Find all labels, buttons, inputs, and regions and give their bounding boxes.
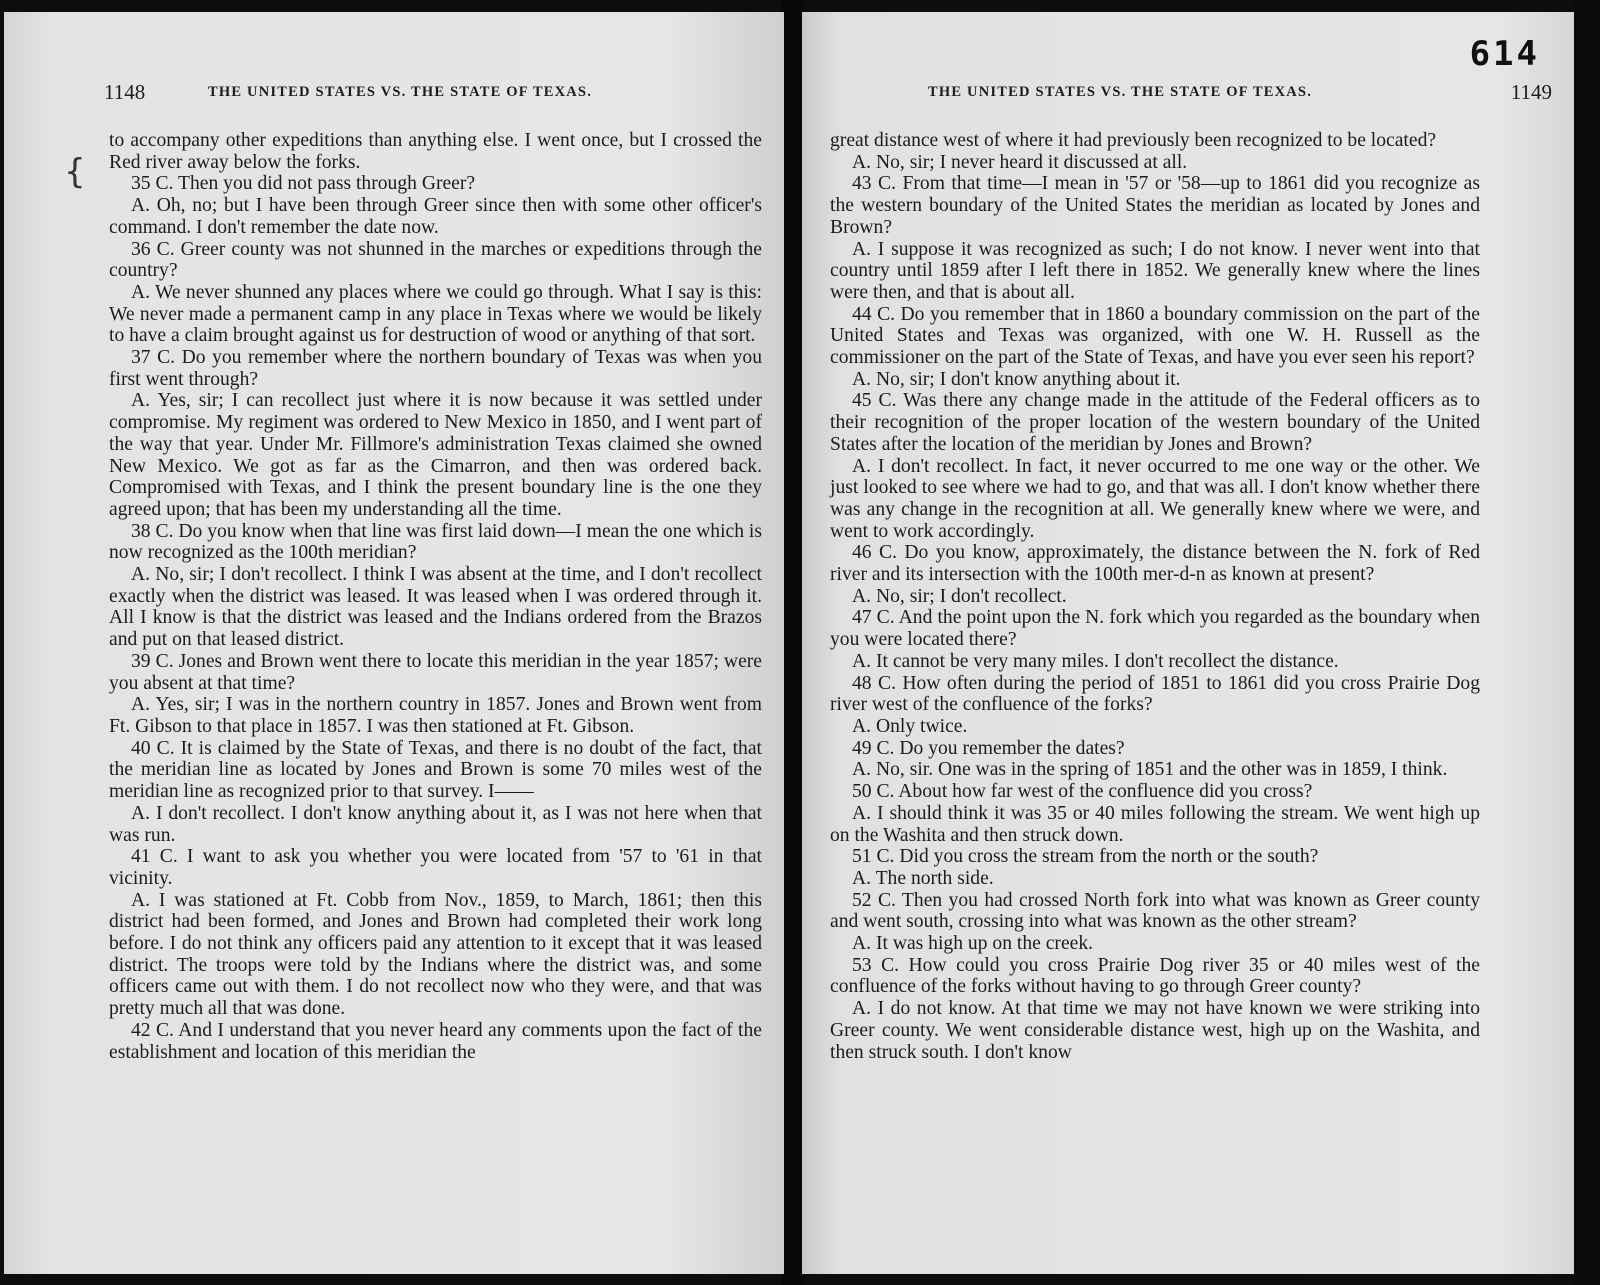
right-page	[802, 12, 1574, 1274]
paragraph: 44 C. Do you remember that in 1860 a boundary commission on the part of the United States and Texas was organized, with one W. H. Russell as the commissioner on the part of the State of Texas, and have you ever seen his report?	[830, 303, 1480, 369]
left-page-header	[104, 78, 764, 108]
paragraph: 39 C. Jones and Brown went there to locate this meridian in the year 1857; were you absent at that time?	[109, 650, 762, 694]
paragraph: A. It was high up on the creek.	[852, 933, 1094, 955]
paragraph: 49 C. Do you remember the dates?	[852, 737, 1125, 759]
paragraph: A. We never shunned any places where we could go through. What I say is this: We never made a permanent camp in any place in Texas where we would be likely to have a claim brought against us for destruction of wood or anything of that sort.	[109, 281, 762, 347]
page-stamp-number: 614	[1469, 34, 1540, 74]
paragraph: 46 C. Do you know, approximately, the distance between the N. fork of Red river and its intersection with the 100th mer-d-n as known at present?	[830, 542, 1480, 586]
left-page	[4, 12, 784, 1274]
left-page-body	[109, 130, 762, 1063]
paragraph: 48 C. How often during the period of 1851 to 1861 did you cross Prairie Dog river west of the confluence of the forks?	[830, 672, 1480, 716]
right-page-body	[830, 130, 1480, 1063]
paragraph: 35 C. Then you did not pass through Greer?	[131, 173, 476, 195]
right-page-header	[902, 78, 1552, 108]
paragraph: to accompany other expeditions than anything else. I went once, but I crossed the Red river away below the forks.	[109, 130, 762, 173]
paragraph: A. No, sir; I don't recollect.	[852, 585, 1067, 607]
scan-border	[1574, 0, 1600, 1285]
paragraph: A. I should think it was 35 or 40 miles following the stream. We went high up on the Washita and then struck down.	[830, 802, 1480, 846]
margin-bracket-mark: {	[64, 152, 86, 192]
paragraph: 51 C. Did you cross the stream from the north or the south?	[852, 846, 1319, 868]
paragraph: 36 C. Greer county was not shunned in the marches or expeditions through the country?	[109, 238, 762, 282]
paragraph: 40 C. It is claimed by the State of Texas, and there is no doubt of the fact, that the meridian line as located by Jones and Brown is some 70 miles west of the meridian line as recognized prior to that survey. I——	[109, 737, 762, 803]
paragraph: A. I do not know. At that time we may not have known we were striking into Greer county. We went considerable distance west, high up on the Washita, and then struck south. I don't know	[830, 998, 1480, 1063]
paragraph: 37 C. Do you remember where the northern boundary of Texas was when you first went through?	[109, 347, 762, 390]
paragraph: A. Yes, sir; I can recollect just where it is now because it was settled under compromise. My regiment was ordered to New Mexico in 1850, and I went part of the way that year. Under Mr. Fillmore's administration Texas claimed she owned New Mexico. We got as far as the Cimarron, and then was ordered back. Compromised with Texas, and I think the present boundary line is the one they agreed upon; that has been my understanding all the time.	[109, 390, 762, 520]
paragraph: A. Yes, sir; I was in the northern country in 1857. Jones and Brown went from Ft. Gibson to that place in 1857. I was then stationed at Ft. Gibson.	[109, 694, 762, 737]
paragraph: A. The north side.	[852, 867, 994, 889]
paragraph: 50 C. About how far west of the confluence did you cross?	[852, 781, 1313, 803]
paragraph: A. Oh, no; but I have been through Greer since then with some other officer's command. I don't remember the date now.	[109, 195, 762, 238]
paragraph: A. No, sir; I never heard it discussed at all.	[852, 151, 1188, 173]
book-gutter	[782, 0, 804, 1285]
paragraph: 45 C. Was there any change made in the attitude of the Federal officers as to their recognition of the proper location of the western boundary of the United States after the location of the meridian by Jones and Brown?	[830, 390, 1480, 455]
paragraph: 52 C. Then you had crossed North fork into what was known as Greer county and went south, crossing into what was known as the other stream?	[830, 889, 1480, 933]
right-page-number: 1149	[1510, 80, 1552, 104]
paragraph: 43 C. From that time—I mean in '57 or '58—up to 1861 did you recognize as the western boundary of the United States the meridian as located by Jones and Brown?	[830, 173, 1480, 238]
paragraph: 42 C. And I understand that you never heard any comments upon the fact of the establishment and location of this meridian the	[109, 1019, 762, 1063]
paragraph: A. Only twice.	[852, 715, 968, 737]
paragraph: A. No, sir. One was in the spring of 1851 and the other was in 1859, I think.	[852, 759, 1448, 781]
paragraph: A. It cannot be very many miles. I don't recollect the distance.	[852, 650, 1339, 672]
left-page-number: 1148	[104, 80, 146, 104]
paragraph: A. No, sir; I don't recollect. I think I was absent at the time, and I don't recollect exactly when the district was leased. It was leased when I was ordered through it. All I know is that the district was leased and the Indians ordered from the Brazos and put on that leased district.	[109, 564, 762, 651]
paragraph: great distance west of where it had previously been recognized to be located?	[830, 130, 1437, 151]
paragraph: A. I don't recollect. In fact, it never occurred to me one way or the other. We just looked to see where we had to go, and that was all. I don't know whether there was any change in the recognition at all. We generally knew where we were, and went to work accordingly.	[830, 455, 1480, 542]
paragraph: 53 C. How could you cross Prairie Dog river 35 or 40 miles west of the confluence of the forks without having to go through Greer county?	[830, 954, 1480, 998]
paragraph: A. I was stationed at Ft. Cobb from Nov., 1859, to March, 1861; then this district had been formed, and Jones and Brown had completed their work long before. I do not think any officers paid any attention to it except that it was leased district. The troops were told by the Indians where the district was, and some officers came out with them. I do not recollect now who they were, and that was pretty much all that was done.	[109, 889, 762, 1020]
right-running-head: THE UNITED STATES VS. THE STATE OF TEXAS.	[928, 84, 1313, 100]
paragraph: 41 C. I want to ask you whether you were located from '57 to '61 in that vicinity.	[109, 846, 762, 889]
paragraph: 47 C. And the point upon the N. fork which you regarded as the boundary when you were located there?	[830, 607, 1480, 651]
paragraph: A. I suppose it was recognized as such; I do not know. I never went into that country until 1859 after I left there in 1852. We generally knew where the lines were then, and that is about all.	[830, 238, 1480, 303]
paragraph: 38 C. Do you know when that line was first laid down—I mean the one which is now recognized as the 100th meridian?	[109, 520, 762, 564]
paragraph: A. No, sir; I don't know anything about it.	[852, 368, 1181, 390]
left-running-head: THE UNITED STATES VS. THE STATE OF TEXAS.	[208, 84, 593, 100]
paragraph: A. I don't recollect. I don't know anything about it, as I was not here when that was run.	[109, 802, 762, 846]
